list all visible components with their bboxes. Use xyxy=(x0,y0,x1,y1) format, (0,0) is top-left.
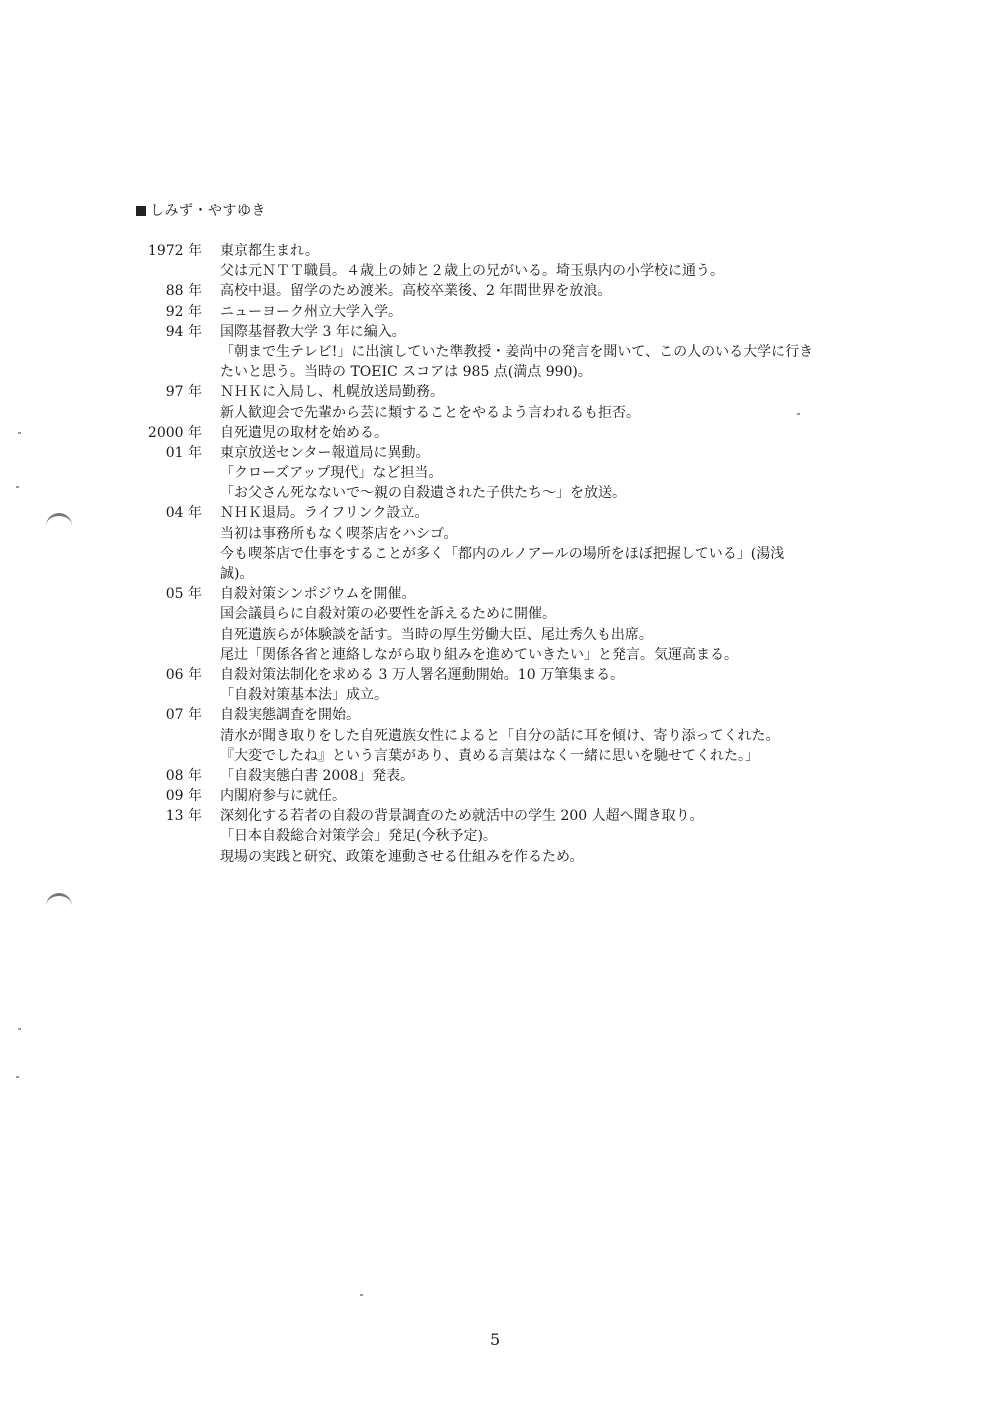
year-spacer xyxy=(136,645,220,665)
timeline-text: 「自殺実態白書 2008」発表。 xyxy=(220,767,415,784)
timeline-line xyxy=(136,322,856,342)
timeline-year: 2000 年 xyxy=(147,424,202,441)
timeline-line xyxy=(136,403,856,423)
timeline-entry xyxy=(136,241,856,281)
timeline-line xyxy=(136,423,856,443)
timeline-line xyxy=(136,625,856,645)
timeline-entry xyxy=(136,806,856,867)
timeline-line xyxy=(136,544,856,564)
timeline-line xyxy=(136,281,856,301)
timeline-text: 国会議員らに自殺対策の必要性を訴えるために開催。 xyxy=(220,606,556,623)
timeline-text: 尾辻「関係各省と連絡しながら取り組みを進めていきたい」と発言。気運高まる。 xyxy=(220,646,738,663)
timeline-text: 自死遺族らが体験談を話す。当時の厚生労働大臣、尾辻秀久も出席。 xyxy=(220,626,653,643)
timeline-entry xyxy=(136,665,856,705)
timeline-line xyxy=(136,826,856,846)
timeline-entry xyxy=(136,786,856,806)
timeline-line xyxy=(136,766,856,786)
timeline-text: たいと思う。当時の TOEIC スコアは 985 点(満点 990)。 xyxy=(220,364,592,381)
timeline-line xyxy=(136,382,856,402)
timeline-text: 当初は事務所もなく喫茶店をハシゴ。 xyxy=(220,525,458,542)
timeline-year: 1972 年 xyxy=(147,243,202,259)
timeline-entry xyxy=(136,423,856,443)
year-spacer xyxy=(136,463,220,483)
timeline-year: 07 年 xyxy=(165,707,202,724)
page-number: 5 xyxy=(490,1330,501,1349)
timeline-entry xyxy=(136,443,856,504)
timeline-text: ＮＨＫ退局。ライフリンク設立。 xyxy=(220,505,429,522)
scan-speck xyxy=(18,432,21,434)
year-spacer xyxy=(136,847,220,867)
timeline-line xyxy=(136,524,856,544)
timeline-entry xyxy=(136,302,856,322)
timeline-entry xyxy=(136,584,856,665)
timeline-line xyxy=(136,685,856,705)
timeline-line xyxy=(136,786,856,806)
punch-hole-bottom xyxy=(46,893,72,907)
timeline-line xyxy=(136,241,856,261)
year-spacer xyxy=(136,342,220,362)
timeline-line xyxy=(136,584,856,604)
timeline-year: 97 年 xyxy=(165,384,202,401)
timeline-text: 清水が聞き取りをした自死遺族女性によると「自分の話に耳を傾け、寄り添ってくれた。 xyxy=(220,727,780,744)
year-spacer xyxy=(136,726,220,746)
timeline-text: 現場の実践と研究、政策を連動させる仕組みを作るため。 xyxy=(220,848,584,865)
timeline-year: 04 年 xyxy=(165,505,202,522)
timeline-text: 誠)。 xyxy=(220,566,254,582)
timeline-line xyxy=(136,645,856,665)
timeline-year: 94 年 xyxy=(165,323,202,340)
timeline-text: 自殺対策法制化を求める 3 万人署名運動開始。10 万筆集まる。 xyxy=(220,666,625,683)
timeline-entry xyxy=(136,281,856,301)
timeline-line xyxy=(136,302,856,322)
timeline-text: 「朝まで生テレビ!」に出演していた準教授・姜尚中の発言を聞いて、この人のいる大学に行き xyxy=(220,343,814,360)
timeline-line xyxy=(136,463,856,483)
timeline-entry xyxy=(136,382,856,422)
timeline-line xyxy=(136,847,856,867)
timeline-year: 01 年 xyxy=(165,444,202,461)
timeline-line xyxy=(136,443,856,463)
timeline-text: 父は元ＮＴＴ職員。４歳上の姉と２歳上の兄がいる。埼玉県内の小学校に通う。 xyxy=(220,263,724,280)
timeline-entry xyxy=(136,705,856,766)
year-spacer xyxy=(136,261,220,281)
timeline-text: 「クローズアップ現代」など担当。 xyxy=(220,465,443,482)
timeline-line xyxy=(136,503,856,523)
timeline-text: 自死遺児の取材を始める。 xyxy=(220,424,388,441)
year-spacer xyxy=(136,826,220,846)
timeline-text: 自殺対策シンポジウムを開催。 xyxy=(220,586,416,603)
timeline-line xyxy=(136,261,856,281)
year-spacer xyxy=(136,685,220,705)
timeline-line xyxy=(136,483,856,503)
scan-speck xyxy=(360,1294,363,1296)
profile-name: しみず・やすゆき xyxy=(150,203,266,219)
timeline-text: ＮＨＫに入局し、札幌放送局勤務。 xyxy=(220,384,444,401)
timeline-line xyxy=(136,342,856,362)
timeline-text: 東京放送センター報道局に異動。 xyxy=(220,444,430,461)
timeline xyxy=(136,241,856,867)
black-square-icon xyxy=(136,206,146,216)
timeline-line xyxy=(136,362,856,382)
timeline-entry xyxy=(136,322,856,383)
year-spacer xyxy=(136,604,220,624)
timeline-entry xyxy=(136,766,856,786)
year-spacer xyxy=(136,524,220,544)
timeline-text: 今も喫茶店で仕事をすることが多く「都内のルノアールの場所をほぼ把握している」(湯浅 xyxy=(220,545,785,562)
timeline-text: 新人歓迎会で先輩から芸に類することをやるよう言われるも拒否。 xyxy=(220,404,640,421)
year-spacer xyxy=(136,625,220,645)
profile-heading xyxy=(136,200,266,220)
timeline-text: 高校中退。留学のため渡米。高校卒業後、2 年間世界を放浪。 xyxy=(220,283,612,300)
timeline-text: ニューヨーク州立大学入学。 xyxy=(220,303,402,320)
scan-speck xyxy=(18,1028,21,1030)
timeline-line xyxy=(136,665,856,685)
timeline-year: 92 年 xyxy=(165,303,202,320)
timeline-text: 深刻化する若者の自殺の背景調査のため就活中の学生 200 人超へ聞き取り。 xyxy=(220,808,704,825)
timeline-text: 「日本自殺総合対策学会」発足(今秋予定)。 xyxy=(220,828,497,845)
punch-hole-top xyxy=(46,513,72,527)
timeline-line xyxy=(136,746,856,766)
timeline-text: 「自殺対策基本法」成立。 xyxy=(220,687,388,704)
timeline-text: 内閣府参与に就任。 xyxy=(220,788,346,805)
year-spacer xyxy=(136,483,220,503)
scan-speck xyxy=(16,486,19,488)
year-spacer xyxy=(136,403,220,423)
timeline-line xyxy=(136,806,856,826)
timeline-text: 自殺実態調査を開始。 xyxy=(220,707,360,724)
year-spacer xyxy=(136,746,220,766)
timeline-line xyxy=(136,604,856,624)
timeline-text: 東京都生まれ。 xyxy=(220,243,319,259)
timeline-text: 「お父さん死なないで～親の自殺遺された子供たち～」を放送。 xyxy=(220,485,626,502)
timeline-line xyxy=(136,564,856,584)
year-spacer xyxy=(136,564,220,584)
timeline-text: 国際基督教大学 3 年に編入。 xyxy=(220,323,406,340)
timeline-year: 88 年 xyxy=(165,283,202,300)
scan-speck xyxy=(16,1076,19,1078)
timeline-line xyxy=(136,705,856,725)
timeline-year: 08 年 xyxy=(165,767,202,784)
timeline-line xyxy=(136,726,856,746)
timeline-year: 06 年 xyxy=(165,666,202,683)
timeline-year: 13 年 xyxy=(165,808,202,825)
timeline-entry xyxy=(136,503,856,584)
timeline-year: 09 年 xyxy=(165,788,202,805)
year-spacer xyxy=(136,362,220,382)
timeline-text: 『大変でしたね』という言葉があり、責める言葉はなく一緒に思いを馳せてくれた。」 xyxy=(220,747,759,764)
year-spacer xyxy=(136,544,220,564)
timeline-year: 05 年 xyxy=(165,586,202,603)
